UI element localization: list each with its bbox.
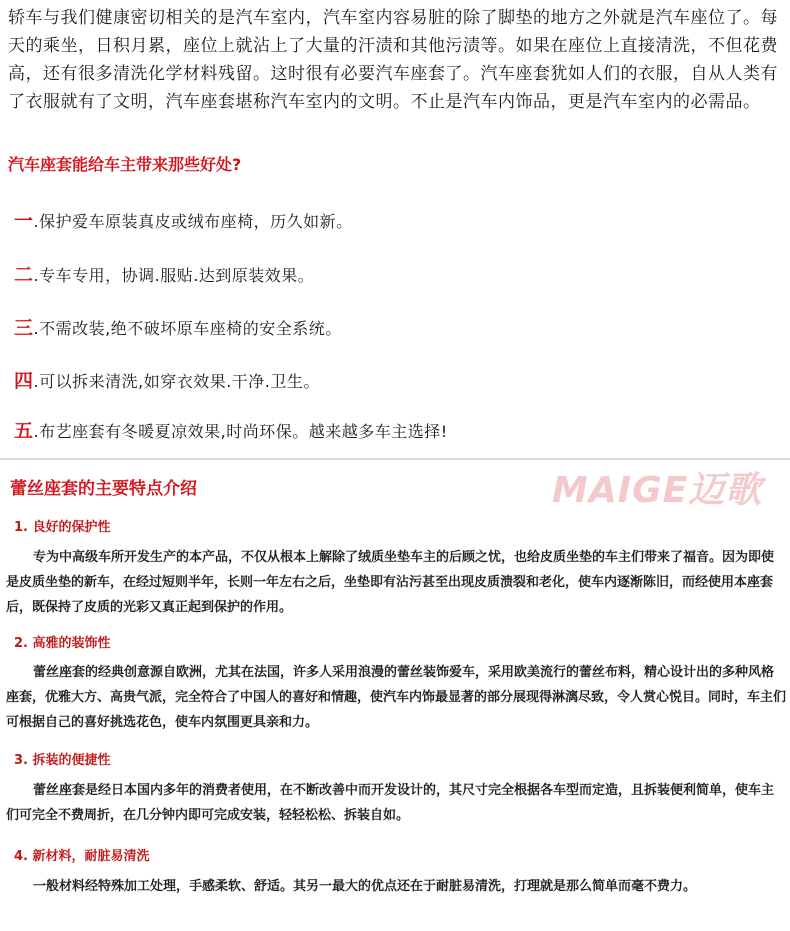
benefit-text: .专车专用，协调.服贴.达到原装效果。 [33, 266, 315, 285]
benefit-text: .不需改装,绝不破坏原车座椅的安全系统。 [33, 319, 342, 338]
feature-body: 一般材料经特殊加工处理，手感柔软、舒适。其另一最大的优点还在于耐脏易清洗，打理就是那么简单而毫不费力。 [33, 879, 697, 894]
section-divider [0, 458, 790, 460]
feature-title: 1. 良好的保护性 [14, 520, 111, 535]
benefit-text: .保护爱车原装真皮或绒布座椅，历久如新。 [33, 212, 353, 231]
benefit-item [14, 366, 320, 393]
benefit-number: 一 [14, 210, 34, 232]
benefit-item [14, 313, 342, 340]
benefit-item [14, 206, 353, 233]
feature-body: 专为中高级车所开发生产的本产品，不仅从根本上解除了绒质坐垫车主的后顾之忧，也给皮质坐垫的车主们带来了福音。因为即使是皮质坐垫的新车，在经过短则半年，长则一年左右之后，坐垫即有沾污甚至出现皮质溃裂和老化，使车内逐渐陈旧，而经使用本座套后，既保持了皮质的光彩又真正起到保护的作用。 [6, 550, 775, 615]
benefit-number: 二 [14, 264, 34, 286]
brand-watermark: MAIGE迈歌 [552, 470, 763, 511]
benefit-number: 三 [14, 317, 34, 339]
benefit-text: .可以拆来清洗,如穿衣效果.干净.卫生。 [33, 372, 320, 391]
feature-body: 蕾丝座套是经日本国内多年的消费者使用，在不断改善中而开发设计的，其尺寸完全根据各车型而定造，且拆装便利简单，使车主们可完全不费周折，在几分钟内即可完成安装，轻轻松松、拆装自如。 [6, 783, 775, 823]
features-heading: 蕾丝座套的主要特点介绍 [10, 479, 197, 499]
benefit-text: .布艺座套有冬暖夏凉效果,时尚环保。越来越多车主选择! [33, 422, 448, 441]
feature-title: 3. 拆装的便捷性 [14, 753, 111, 768]
feature-body: 蕾丝座套的经典创意源自欧洲，尤其在法国，许多人采用浪漫的蕾丝装饰爱车，采用欧美流行的蕾丝布料，精心设计出的多种风格座套，优雅大方、高贵气派，完全符合了中国人的喜好和情趣，使汽车内饰最显著的部分展现得淋漓尽致，令人赏心悦目。同时，车主们可根据自己的喜好挑选花色，使车内氛围更具亲和力。 [6, 665, 787, 730]
feature-title: 4. 新材料，耐脏易清洗 [14, 849, 150, 864]
benefit-item [14, 416, 448, 443]
benefit-number: 五 [14, 420, 34, 442]
intro-paragraph: 轿车与我们健康密切相关的是汽车室内，汽车室内容易脏的除了脚垫的地方之外就是汽车座位了。每天的乘坐，日积月累，座位上就沾上了大量的汗渍和其他污渍等。如果在座位上直接清洗，不但花费高，还有很多清洗化学材料残留。这时很有必要汽车座套了。汽车座套犹如人们的衣服，自从人类有了衣服就有了文明，汽车座套堪称汽车室内的文明。不止是汽车内饰品，更是汽车室内的必需品。 [8, 8, 778, 112]
benefits-heading: 汽车座套能给车主带来那些好处? [8, 155, 242, 174]
feature-title: 2. 高雅的装饰性 [14, 636, 111, 651]
benefit-item [14, 260, 314, 287]
benefit-number: 四 [14, 370, 34, 392]
